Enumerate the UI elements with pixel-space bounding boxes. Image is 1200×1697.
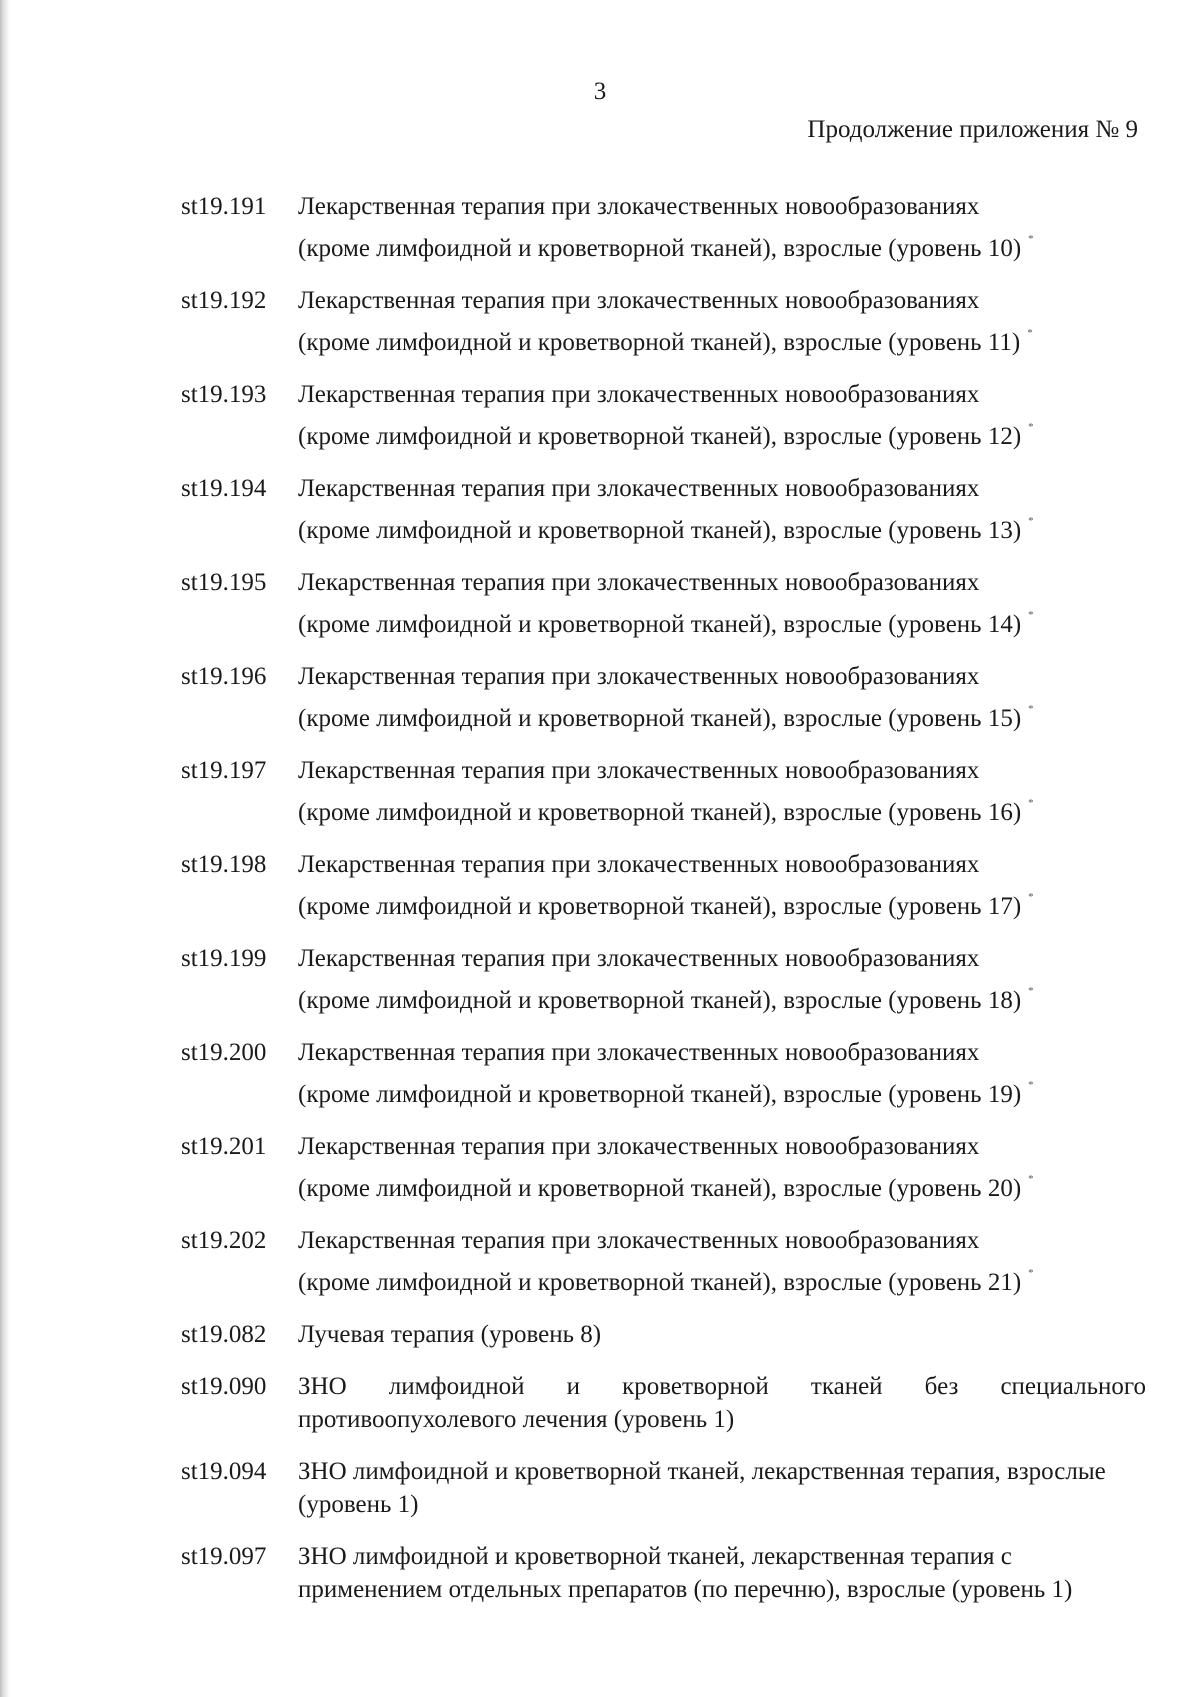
entry-line: Лекарственная терапия при злокачественных новообразованиях: [298, 287, 980, 314]
footnote-mark: *: [1028, 1267, 1034, 1279]
list-item: [181, 472, 1146, 547]
footnote-mark: *: [1028, 515, 1034, 527]
entry-description: [298, 472, 1146, 547]
entry-line: Лекарственная терапия при злокачественных новообразованиях: [298, 663, 980, 690]
entry-line: Лекарственная терапия при злокачественных новообразованиях: [298, 757, 980, 784]
list-item: [181, 1540, 1146, 1606]
entry-description: [298, 190, 1146, 265]
footnote-mark: *: [1028, 609, 1034, 621]
entry-line: Лекарственная терапия при злокачественных новообразованиях: [298, 1133, 980, 1160]
entry-code: st19.199: [181, 945, 267, 972]
footnote-mark: *: [1028, 421, 1034, 433]
entry-description: [298, 1036, 1146, 1111]
list-item: [181, 1370, 1146, 1436]
list-item: [181, 660, 1146, 735]
entry-code: st19.200: [181, 1039, 267, 1066]
list-item: [181, 1224, 1146, 1299]
entry-line: (кроме лимфоидной и кроветворной тканей), взрослые (уровень 16): [298, 799, 1022, 826]
entry-line: (кроме лимфоидной и кроветворной тканей), взрослые (уровень 18): [298, 987, 1022, 1014]
entry-line: Лекарственная терапия при злокачественных новообразованиях: [298, 381, 980, 408]
entry-line: (кроме лимфоидной и кроветворной тканей), взрослые (уровень 13): [298, 517, 1022, 544]
entry-code: st19.198: [181, 851, 267, 878]
entry-description: [298, 754, 1146, 829]
footnote-mark: *: [1028, 985, 1034, 997]
entry-code: st19.195: [181, 569, 267, 596]
list-item: [181, 848, 1146, 923]
entry-description: [298, 284, 1146, 359]
entry-line: (кроме лимфоидной и кроветворной тканей), взрослые (уровень 21): [298, 1269, 1022, 1296]
list-item: [181, 942, 1146, 1017]
entry-description: [298, 1224, 1146, 1299]
page-number: 3: [593, 78, 607, 105]
entry-line: (кроме лимфоидной и кроветворной тканей), взрослые (уровень 14): [298, 611, 1022, 638]
list-item: [181, 754, 1146, 829]
entry-line: (кроме лимфоидной и кроветворной тканей), взрослые (уровень 15): [298, 705, 1022, 732]
entry-line: Лекарственная терапия при злокачественных новообразованиях: [298, 193, 980, 220]
entry-description: Лучевая терапия (уровень 8): [298, 1321, 602, 1348]
entry-description: ЗНО лимфоидной и кроветворной тканей, лекарственная терапия с применением отдельных препаратов (по перечню), взрослые (уровень 1): [298, 1543, 1073, 1603]
entry-code: st19.194: [181, 475, 267, 502]
entry-code: st19.192: [181, 287, 267, 314]
list-item: [181, 566, 1146, 641]
list-item: [181, 378, 1146, 453]
entry-description: ЗНО лимфоидной и кроветворной тканей без специального противоопухолевого лечения (уровень 1): [298, 1373, 1146, 1433]
list-item: [181, 1130, 1146, 1205]
list-item: [181, 1318, 1146, 1351]
entry-code: st19.193: [181, 381, 267, 408]
footnote-mark: *: [1028, 1079, 1034, 1091]
list-item: [181, 190, 1146, 265]
footnote-mark: *: [1028, 703, 1034, 715]
entry-code: st19.191: [181, 193, 267, 220]
entry-code: st19.197: [181, 757, 267, 784]
entry-code: st19.201: [181, 1133, 267, 1160]
entry-description: [298, 848, 1146, 923]
entry-line: (кроме лимфоидной и кроветворной тканей), взрослые (уровень 20): [298, 1175, 1022, 1202]
entry-line: Лекарственная терапия при злокачественных новообразованиях: [298, 945, 980, 972]
entry-description: [298, 378, 1146, 453]
entry-code: st19.202: [181, 1227, 267, 1254]
entry-line: (кроме лимфоидной и кроветворной тканей), взрослые (уровень 12): [298, 423, 1022, 450]
entry-line: (кроме лимфоидной и кроветворной тканей), взрослые (уровень 19): [298, 1081, 1022, 1108]
footnote-mark: *: [1028, 233, 1034, 245]
entry-description: [298, 660, 1146, 735]
entry-line: Лекарственная терапия при злокачественных новообразованиях: [298, 1227, 980, 1254]
entry-line: Лекарственная терапия при злокачественных новообразованиях: [298, 1039, 980, 1066]
entry-line: (кроме лимфоидной и кроветворной тканей), взрослые (уровень 11): [298, 329, 1021, 356]
entry-code: st19.196: [181, 663, 267, 690]
list-item: [181, 284, 1146, 359]
scan-edge-shadow: [0, 0, 10, 1697]
entry-code: st19.094: [181, 1458, 267, 1485]
entry-list: [181, 190, 1146, 1625]
entry-line: Лекарственная терапия при злокачественных новообразованиях: [298, 569, 980, 596]
entry-description: [298, 942, 1146, 1017]
entry-description: [298, 1130, 1146, 1205]
appendix-continuation-header: Продолжение приложения № 9: [807, 116, 1138, 143]
footnote-mark: *: [1028, 1173, 1034, 1185]
entry-line: (кроме лимфоидной и кроветворной тканей), взрослые (уровень 10): [298, 235, 1022, 262]
footnote-mark: *: [1028, 891, 1034, 903]
entry-description: ЗНО лимфоидной и кроветворной тканей, лекарственная терапия, взрослые (уровень 1): [298, 1458, 1106, 1518]
entry-code: st19.090: [181, 1373, 267, 1400]
entry-description: [298, 566, 1146, 641]
footnote-mark: *: [1027, 327, 1033, 339]
footnote-mark: *: [1028, 797, 1034, 809]
list-item: [181, 1455, 1146, 1521]
list-item: [181, 1036, 1146, 1111]
entry-line: Лекарственная терапия при злокачественных новообразованиях: [298, 851, 980, 878]
entry-code: st19.097: [181, 1543, 267, 1570]
entry-code: st19.082: [181, 1321, 267, 1348]
entry-line: (кроме лимфоидной и кроветворной тканей), взрослые (уровень 17): [298, 893, 1022, 920]
entry-line: Лекарственная терапия при злокачественных новообразованиях: [298, 475, 980, 502]
